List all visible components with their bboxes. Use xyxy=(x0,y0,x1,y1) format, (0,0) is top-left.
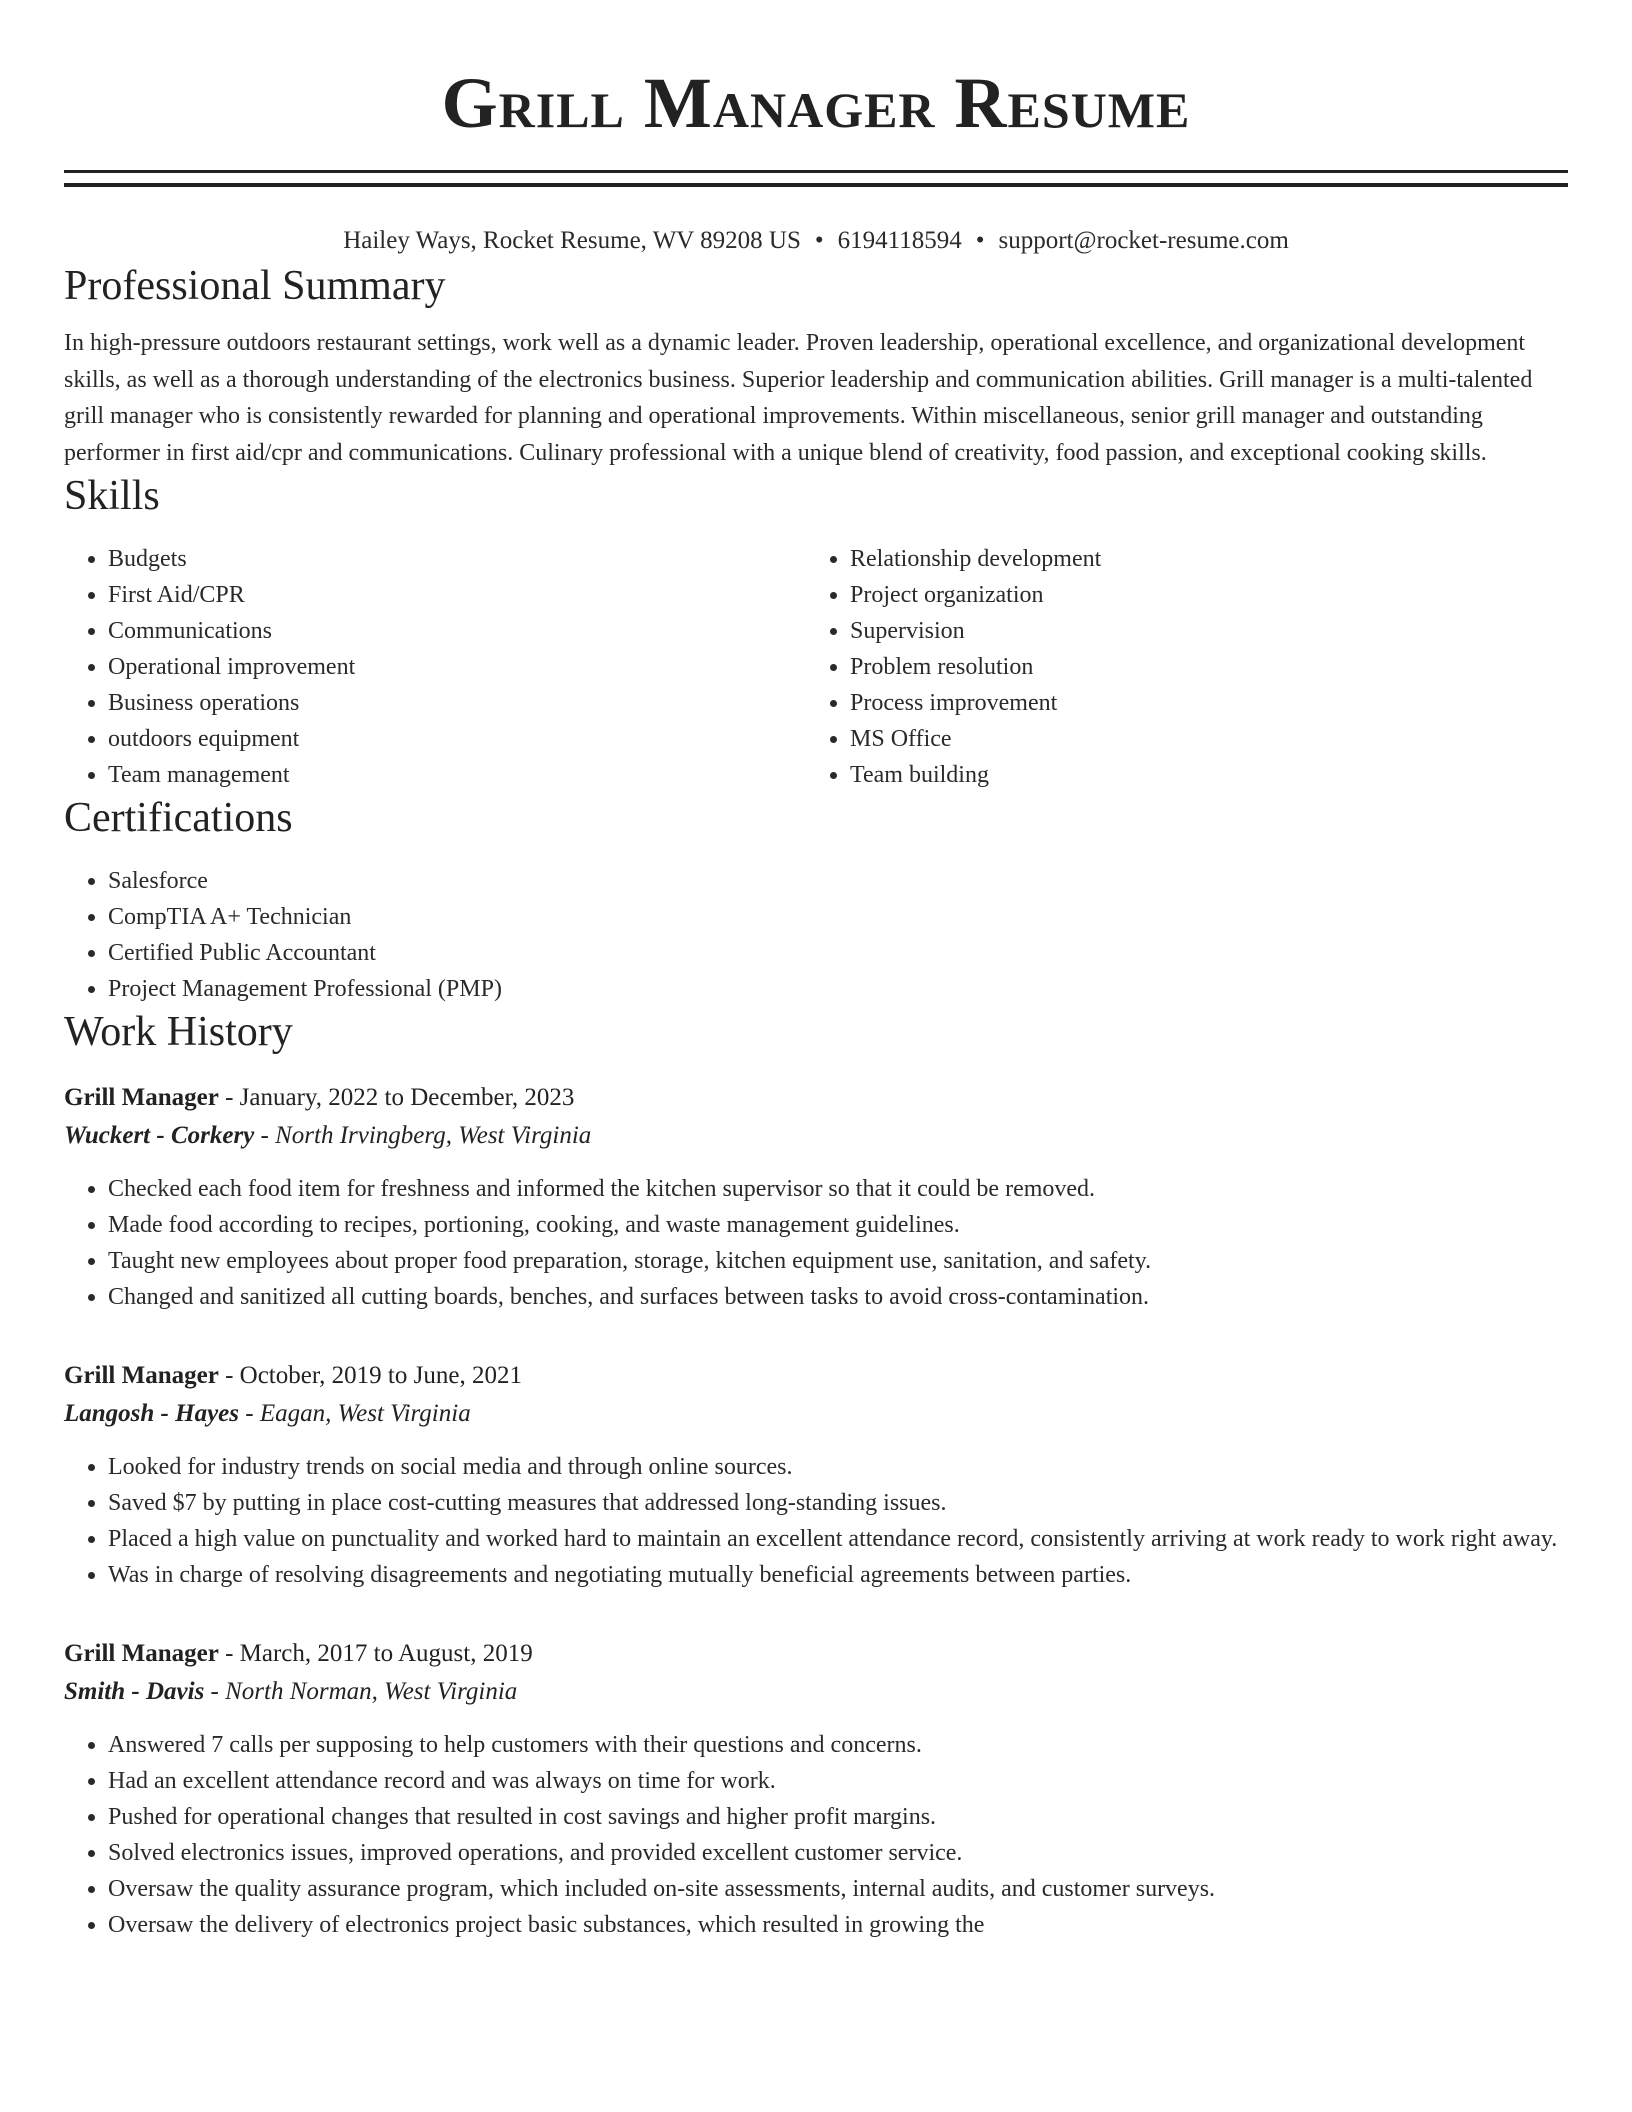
job-company-line xyxy=(64,1395,1568,1433)
job-bullet: • Checked each food item for freshness and informed the kitchen supervisor so that it could be removed. xyxy=(108,1171,1568,1207)
certification-item: • Salesforce xyxy=(108,863,1568,899)
job-bullet: • Answered 7 calls per supposing to help customers with their questions and concerns. xyxy=(108,1727,1568,1763)
job-company-line xyxy=(64,1673,1568,1711)
job-title-line xyxy=(64,1079,1568,1117)
job-bullet: • Was in charge of resolving disagreements and negotiating mutually beneficial agreements between parties. xyxy=(108,1557,1568,1593)
skill-item: • Operational improvement xyxy=(108,649,806,685)
skill-item: • Communications xyxy=(108,613,806,649)
skills-list-left xyxy=(64,541,806,793)
job-dates: - January, 2022 to December, 2023 xyxy=(218,1084,575,1111)
job-bullet: • Oversaw the quality assurance program, which included on-site assessments, internal audits, and customer surveys. xyxy=(108,1871,1568,1907)
contact-phone: 6194118594 xyxy=(837,227,962,254)
skill-item: • MS Office xyxy=(850,721,1548,757)
contact-line xyxy=(64,221,1568,261)
job-bullets xyxy=(64,1171,1568,1315)
job-bullets xyxy=(64,1449,1568,1593)
job-bullet: • Had an excellent attendance record and was always on time for work. xyxy=(108,1763,1568,1799)
certification-item: • CompTIA A+ Technician xyxy=(108,899,1568,935)
summary-heading: Professional Summary xyxy=(64,263,446,309)
job-company: Langosh - Hayes xyxy=(64,1400,239,1427)
skill-item: • Project organization xyxy=(850,577,1548,613)
job-company: Wuckert - Corkery xyxy=(64,1122,255,1149)
job-company-line xyxy=(64,1117,1568,1155)
job-location: - North Irvingberg, West Virginia xyxy=(254,1122,592,1149)
job-title-line xyxy=(64,1357,1568,1395)
job-dates: - October, 2019 to June, 2021 xyxy=(218,1362,522,1389)
job-location: - North Norman, West Virginia xyxy=(204,1678,518,1705)
contact-separator: • xyxy=(814,227,824,254)
skill-item: • outdoors equipment xyxy=(108,721,806,757)
skills-column-left xyxy=(64,541,806,793)
job-bullets xyxy=(64,1727,1568,1943)
job-bullet: • Pushed for operational changes that resulted in cost savings and higher profit margins. xyxy=(108,1799,1568,1835)
skill-item: • First Aid/CPR xyxy=(108,577,806,613)
certification-item: • Certified Public Accountant xyxy=(108,935,1568,971)
skills-column-right xyxy=(806,541,1548,793)
job-role: Grill Manager xyxy=(64,1640,219,1667)
job-bullet: • Placed a high value on punctuality and worked hard to maintain an excellent attendance record, consistently arriving at work ready to work right away. xyxy=(108,1521,1568,1557)
job-bullet: • Looked for industry trends on social media and through online sources. xyxy=(108,1449,1568,1485)
summary-text: In high-pressure outdoors restaurant settings, work well as a dynamic leader. Proven leadership, operational excellence, and organizational development skills, as well as a thorough understanding of the electronics business. Superior leadership and communication abilities. Grill manager is a multi-talented grill manager who is consistently rewarded for planning and operational improvements. Within miscellaneous, senior grill manager and outstanding performer in first aid/cpr and communications. Culinary professional with a unique blend of creativity, food passion, and exceptional cooking skills. xyxy=(64,330,1533,466)
job-bullet: • Oversaw the delivery of electronics project basic substances, which resulted in growing the xyxy=(108,1907,1568,1943)
job-entry xyxy=(64,1079,1568,1315)
skill-item: • Supervision xyxy=(850,613,1548,649)
skill-item: • Business operations xyxy=(108,685,806,721)
job-location: - Eagan, West Virginia xyxy=(239,1400,471,1427)
job-role: Grill Manager xyxy=(64,1362,219,1389)
skills-grid xyxy=(64,541,1568,793)
certifications-heading: Certifications xyxy=(64,795,293,841)
skill-item: • Problem resolution xyxy=(850,649,1548,685)
skills-heading: Skills xyxy=(64,473,160,519)
skill-item: • Process improvement xyxy=(850,685,1548,721)
job-entry xyxy=(64,1635,1568,1943)
job-title-line xyxy=(64,1635,1568,1673)
contact-email: support@rocket-resume.com xyxy=(998,227,1289,254)
job-bullet: • Saved $7 by putting in place cost-cutting measures that addressed long-standing issues. xyxy=(108,1485,1568,1521)
resume-title: Grill Manager Resume xyxy=(441,63,1191,143)
skill-item: • Relationship development xyxy=(850,541,1548,577)
job-bullet: • Taught new employees about proper food preparation, storage, kitchen equipment use, sanitation, and safety. xyxy=(108,1243,1568,1279)
contact-separator: • xyxy=(975,227,985,254)
job-role: Grill Manager xyxy=(64,1084,219,1111)
job-company: Smith - Davis xyxy=(64,1678,205,1705)
title-divider xyxy=(64,170,1568,187)
certifications-list xyxy=(64,863,1568,1007)
job-bullet: • Solved electronics issues, improved operations, and provided excellent customer service. xyxy=(108,1835,1568,1871)
contact-address: Hailey Ways, Rocket Resume, WV 89208 US xyxy=(343,227,801,254)
job-bullet: • Made food according to recipes, portioning, cooking, and waste management guidelines. xyxy=(108,1207,1568,1243)
skill-item: • Team management xyxy=(108,757,806,793)
job-entry xyxy=(64,1357,1568,1593)
skill-item: • Team building xyxy=(850,757,1548,793)
certification-item: • Project Management Professional (PMP) xyxy=(108,971,1568,1007)
skills-list-right xyxy=(806,541,1548,793)
job-dates: - March, 2017 to August, 2019 xyxy=(218,1640,533,1667)
job-bullet: • Changed and sanitized all cutting boards, benches, and surfaces between tasks to avoid cross-contamination. xyxy=(108,1279,1568,1315)
skill-item: • Budgets xyxy=(108,541,806,577)
work-history-heading: Work History xyxy=(64,1009,293,1055)
